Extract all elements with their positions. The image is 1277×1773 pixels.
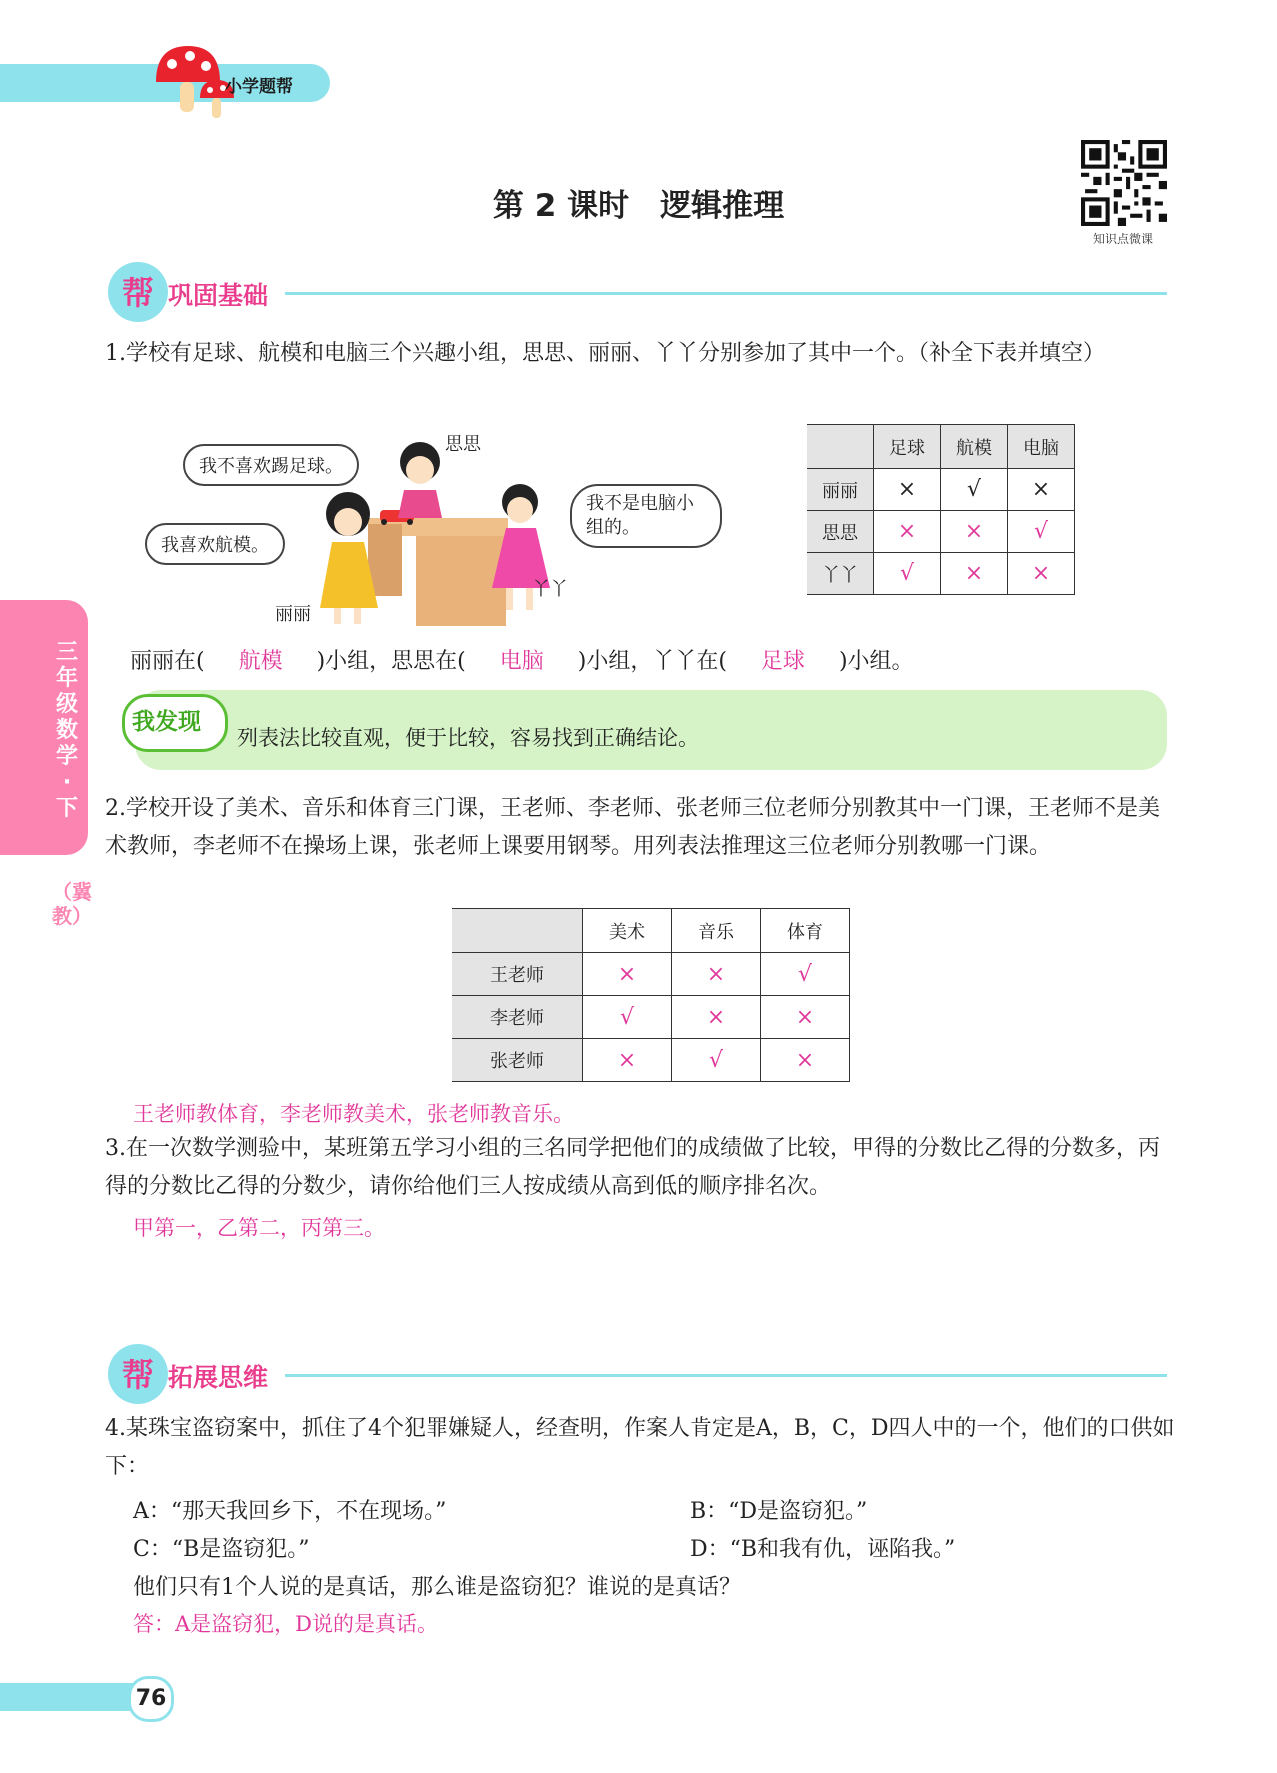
fill-text: )小组，丫丫在( (577, 649, 727, 674)
question-1-text: 1.学校有足球、航模和电脑三个兴趣小组，思思、丽丽、丫丫分别参加了其中一个。（补全下表并填空） (105, 341, 1105, 366)
section-badge-char: 帮 (122, 274, 155, 312)
section-divider (285, 292, 1167, 295)
question-4-ask: 他们只有1个人说的是真话，那么谁是盗窃犯？谁说的是真话？ (133, 1575, 741, 1600)
side-edition-label: （冀教） (52, 880, 92, 928)
question-4-answer: 答：A是盗窃犯，D说的是真话。 (133, 1612, 439, 1636)
statement-a: A：“那天我回乡下，不在现场。” (133, 1499, 447, 1524)
fill-text: )小组。 (838, 649, 914, 674)
table-header: 体育 (761, 909, 850, 953)
table-cell: × (874, 511, 941, 553)
fill-text: )小组，思思在( (316, 649, 466, 674)
question-2-answer: 王老师教体育，李老师教美术，张老师教音乐。 (133, 1102, 574, 1126)
fill-text: 丽丽在( (130, 649, 205, 674)
page-number: 76 (128, 1676, 174, 1722)
table-q2 (452, 908, 850, 1082)
section-title-expand: 拓展思维 (168, 1363, 269, 1392)
table-q1 (807, 424, 1075, 595)
table-cell: × (874, 469, 941, 511)
fill-answer-lili: 航模 (238, 649, 283, 674)
speech-bubble-yaya: 我不是电脑小组的。 (570, 484, 722, 548)
fill-answer-sisi: 电脑 (499, 649, 544, 674)
label-lili: 丽丽 (275, 604, 311, 625)
table-row-header: 张老师 (452, 1039, 583, 1082)
table-row-header: 丽丽 (807, 469, 874, 511)
question-3-answer: 甲第一，乙第二，丙第三。 (133, 1216, 385, 1240)
table-header: 美术 (583, 909, 672, 953)
table-cell: × (1008, 469, 1075, 511)
speech-bubble-lili: 我喜欢航模。 (145, 523, 285, 565)
table-cell: × (941, 553, 1008, 595)
table-cell: × (941, 511, 1008, 553)
table-header: 足球 (874, 425, 941, 469)
table-cell: × (583, 953, 672, 996)
table-cell: × (672, 996, 761, 1039)
qr-code-icon (1081, 140, 1167, 226)
table-cell: √ (874, 553, 941, 595)
table-cell: × (583, 1039, 672, 1082)
section-badge-char: 帮 (122, 1356, 155, 1394)
table-cell: √ (941, 469, 1008, 511)
discover-text: 列表法比较直观，便于比较，容易找到正确结论。 (237, 726, 699, 750)
table-cell: × (761, 996, 850, 1039)
discover-badge-label: 我发现 (132, 709, 201, 735)
table-row-header: 李老师 (452, 996, 583, 1039)
statement-b: B：“D是盗窃犯。” (690, 1499, 868, 1524)
fill-answer-yaya: 足球 (760, 649, 805, 674)
table-corner (807, 425, 874, 469)
question-4-text: 4.某珠宝盗窃案中，抓住了4个犯罪嫌疑人，经查明，作案人肯定是A，B，C，D四人中的一个，他们的口供如下： (105, 1416, 1175, 1479)
table-header: 航模 (941, 425, 1008, 469)
label-yaya: 丫丫 (532, 579, 568, 600)
section-title-basic: 巩固基础 (168, 281, 269, 310)
table-cell: √ (672, 1039, 761, 1082)
question-2-text: 2.学校开设了美术、音乐和体育三门课，王老师、李老师、张老师三位老师分别教其中一门课，王老师不是美术教师，李老师不在操场上课，张老师上课要用钢琴。用列表法推理这三位老师分别教哪一门课。 (105, 796, 1160, 859)
table-cell: √ (1008, 511, 1075, 553)
table-corner (452, 909, 583, 953)
question-1-fill (130, 644, 914, 675)
table-cell: × (672, 953, 761, 996)
qr-caption: 知识点微课 (1092, 232, 1153, 246)
side-grade-label: 三年级数学·下 (55, 640, 78, 821)
label-sisi: 思思 (445, 434, 481, 455)
speech-bubble-sisi: 我不喜欢踢足球。 (183, 444, 359, 486)
table-row-header: 丫丫 (807, 553, 874, 595)
table-cell: √ (761, 953, 850, 996)
section-divider (285, 1374, 1167, 1377)
page-title: 第 2 课时 逻辑推理 (492, 188, 785, 224)
table-cell: × (1008, 553, 1075, 595)
table-row-header: 思思 (807, 511, 874, 553)
statement-c: C：“B是盗窃犯。” (133, 1537, 310, 1562)
brand-label: 小学题帮 (225, 77, 293, 97)
table-header: 音乐 (672, 909, 761, 953)
statement-d: D：“B和我有仇，诬陷我。” (690, 1537, 956, 1562)
table-cell: × (761, 1039, 850, 1082)
table-header: 电脑 (1008, 425, 1075, 469)
table-row-header: 王老师 (452, 953, 583, 996)
table-cell: √ (583, 996, 672, 1039)
question-3-text: 3.在一次数学测验中，某班第五学习小组的三名同学把他们的成绩做了比较，甲得的分数比乙得的分数多，丙得的分数比乙得的分数少，请你给他们三人按成绩从高到低的顺序排名次。 (105, 1136, 1160, 1199)
